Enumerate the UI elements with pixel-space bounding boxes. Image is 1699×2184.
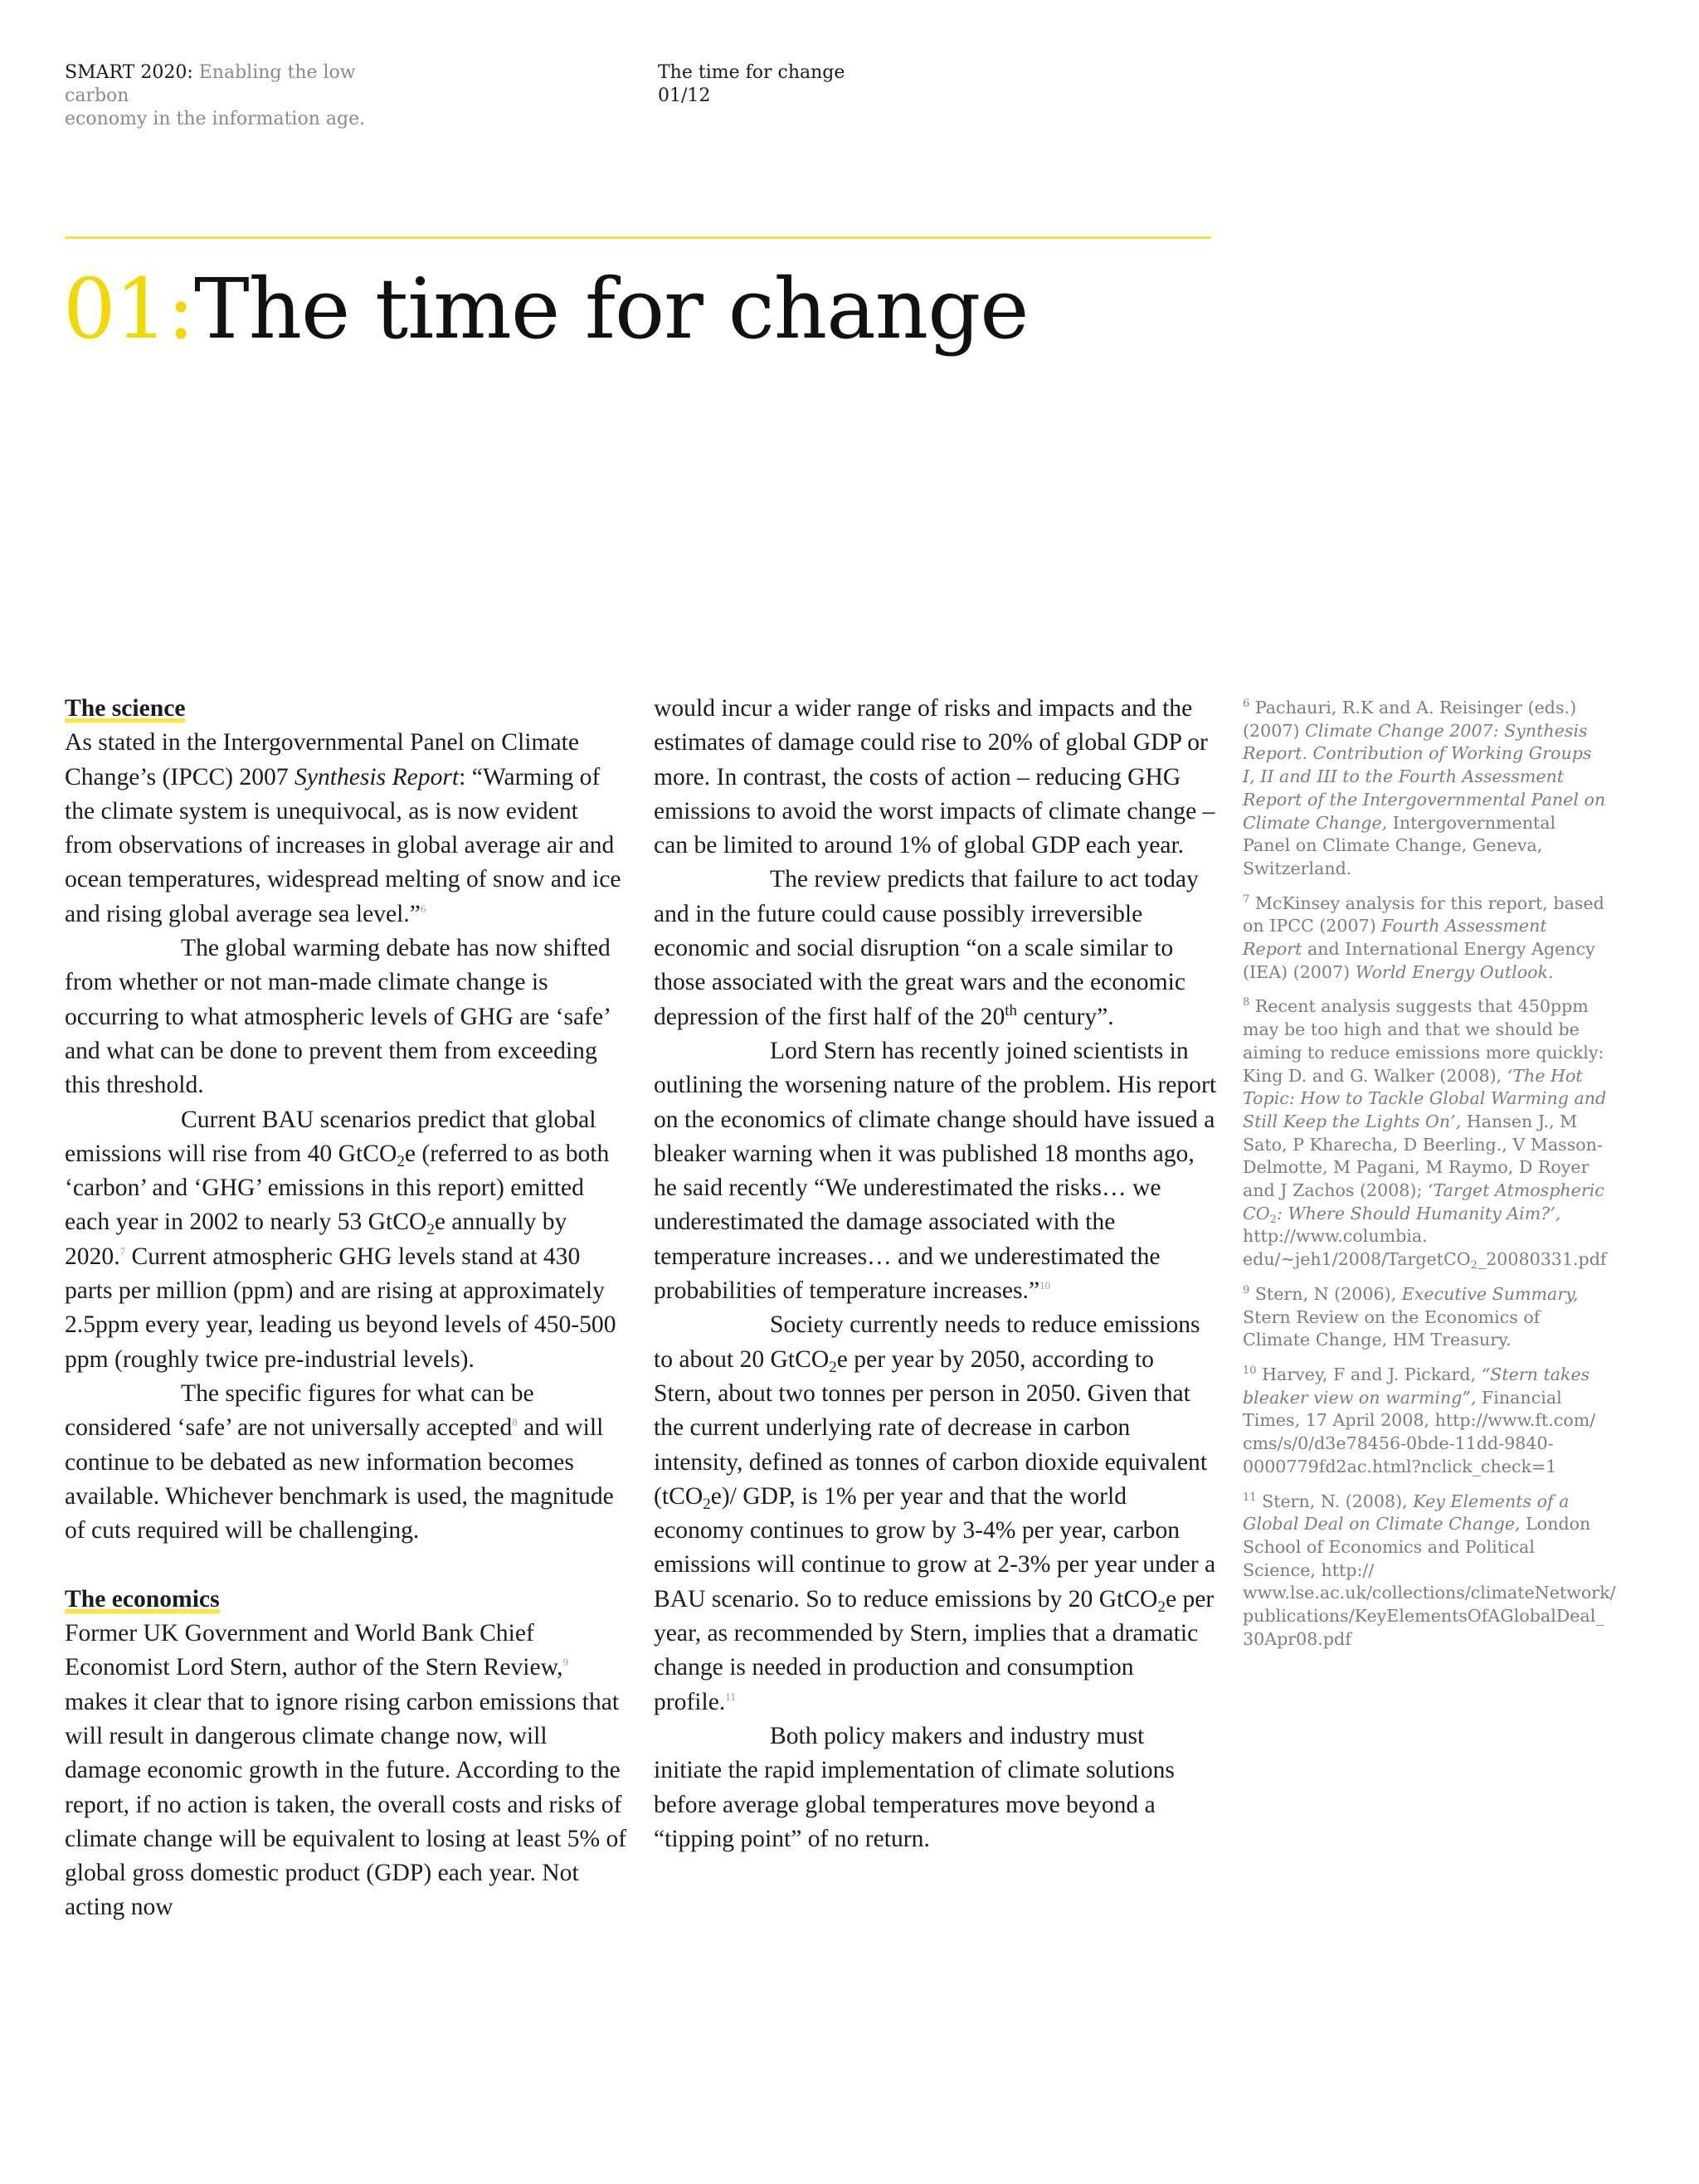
- footnote-number: 10: [1243, 1364, 1257, 1378]
- header-publication-series: SMART 2020:: [65, 62, 193, 83]
- header-section-title: The time for change: [658, 62, 845, 83]
- text-run: Recent analysis suggests that 450ppm may be too high and that we should be aiming to reduce emissions more quickly: King D. and G. Walker (2008),: [1243, 996, 1604, 1086]
- text-run: Current BAU scenarios predict that global emissions will rise from 40 GtCO: [65, 1106, 596, 1167]
- header-section: [658, 61, 990, 108]
- subscript: 2: [1157, 1598, 1166, 1616]
- text-run: Lord Stern has recently joined scientists in outlining the worsening nature of the problem. His report on the economics of climate change should have issued a bleaker warning when it was published 18 months ago, he said recently “We underestimated the risks… we underestimated the damage associated with the temperature increases… and we underestimated the probabilities of temperature increases.”: [654, 1037, 1217, 1305]
- text-run: Stern Review on the Economics of Climate Change, HM Treasury.: [1243, 1306, 1541, 1350]
- chapter-number: 01:: [63, 260, 194, 358]
- footnote-6: [1243, 697, 1608, 881]
- text-run: London School of Economics and Political Science, http:// www.lse.ac.uk/collections/climateNetwork/ publications/KeyElementsOfAGlobalDeal_ 30Apr08.pdf: [1243, 1514, 1616, 1649]
- text-run: makes it clear that to ignore rising carbon emissions that will result in dangerous climate change now, will damage economic growth in the future. According to the report, if no action is taken, the overall costs and risks of climate change will be equivalent to losing at least 5% of global gross domestic product (GDP) each year. Not acting now: [65, 1688, 627, 1921]
- footnote-number: 11: [1243, 1491, 1257, 1504]
- paragraph: Both policy makers and industry must initiate the rapid implementation of climate solutions before average global temperatures move beyond a “tipping point” of no return.: [654, 1722, 1175, 1852]
- subscript: 2: [1269, 1213, 1277, 1226]
- header-publication: [65, 61, 413, 131]
- body-column-1: [65, 692, 629, 1925]
- text-run: e (referred to as both ‘carbon’ and ‘GHG’ emissions in this report) emitted each year in 2002 to nearly 53 GtCO: [65, 1140, 610, 1236]
- footnote-8: [1243, 995, 1608, 1271]
- section-heading-science: The science: [65, 692, 185, 726]
- paragraph: [65, 1617, 629, 1925]
- text-run: and International Energy Agency (IEA) (2007): [1243, 939, 1595, 982]
- text-run: Hansen J., M Sato, P Kharecha, D Beerling., V Masson-Delmotte, M Pagani, M Raymo, D Royer and J Zachos (2008);: [1243, 1111, 1603, 1201]
- footnote-10: [1243, 1364, 1608, 1479]
- paragraph: [654, 863, 1218, 1034]
- text-run: e)/ GDP, is 1% per year and that the world economy continues to grow by 3-4% per year, carbon emissions will continue to grow at 2-3% per year under a BAU scenario. So to reduce emissions by 20 GtCO: [654, 1482, 1216, 1612]
- subscript: 2: [426, 1221, 435, 1239]
- text-run: Financial Times, 17 April 2008, http://www.ft.com/ cms/s/0/d3e78456-0bde-11dd-9840-0000779fd2ac.html?nclick_check=1: [1243, 1387, 1596, 1476]
- chapter-title-text: The time for change: [193, 260, 1029, 358]
- footnote-ref: 6: [420, 902, 426, 915]
- text-run: e annually by 2020.: [65, 1209, 567, 1270]
- paragraph: [65, 1103, 629, 1377]
- chapter-title: [63, 255, 1028, 363]
- subscript: 2: [829, 1358, 837, 1376]
- header-publication-line2: economy in the information age.: [65, 109, 366, 129]
- subscript: 2: [1470, 1259, 1477, 1272]
- paragraph: [65, 1377, 629, 1548]
- footnote-ref: 8: [512, 1416, 518, 1429]
- text-run: McKinsey analysis for this report, based on IPCC (2007): [1243, 893, 1604, 936]
- footnote-ref: 10: [1039, 1279, 1051, 1292]
- footnotes: [1243, 697, 1616, 1662]
- paragraph: [654, 1308, 1218, 1719]
- subscript: 2: [397, 1152, 405, 1170]
- text-italic: Synthesis Report: [295, 763, 460, 790]
- superscript: th: [1005, 1001, 1018, 1019]
- text-italic: Key Elements of a Global Deal on Climate Change,: [1243, 1491, 1570, 1535]
- footnote-11: [1243, 1491, 1616, 1651]
- header-page-number: 01/12: [658, 85, 711, 106]
- footnote-7: [1243, 893, 1608, 985]
- text-run: Harvey, F and J. Pickard,: [1256, 1364, 1482, 1384]
- footnote-9: [1243, 1283, 1608, 1352]
- subscript: 2: [703, 1495, 711, 1513]
- text-run: _20080331.pdf: [1477, 1249, 1607, 1270]
- spacer: [65, 1548, 629, 1582]
- text-run: Former UK Government and World Bank Chief Economist Lord Stern, author of the Stern Review,: [65, 1620, 563, 1681]
- text-run: Current atmospheric GHG levels stand at 430 parts per million (ppm) and are rising at approximately 2.5ppm every year, leading us beyond levels of 450-500 ppm (roughly twice pre-industrial levels).: [65, 1243, 616, 1373]
- text-run: century”.: [1017, 1003, 1114, 1030]
- footnote-ref: 7: [119, 1244, 126, 1257]
- text-run: and will continue to be debated as new information becomes available. Whichever benchmark is used, the magnitude of cuts required will be challenging.: [65, 1414, 614, 1544]
- text-italic: : Where Should Humanity Aim?’,: [1276, 1203, 1561, 1223]
- text-run: e per year, as recommended by Stern, implies that a dramatic change is needed in production and consumption profile.: [654, 1585, 1215, 1715]
- header-publication-subtitle: Enabling the low carbon: [65, 62, 356, 106]
- chapter-divider: [65, 236, 1211, 239]
- text-run: Pachauri, R.K and A. Reisinger (eds.) (2007): [1243, 698, 1577, 741]
- text-run: Intergovernmental Panel on Climate Change, Geneva, Switzerland.: [1243, 812, 1556, 878]
- paragraph: [654, 1034, 1218, 1308]
- text-italic: ‘Target Atmospheric CO: [1243, 1180, 1604, 1223]
- footnote-number: 6: [1243, 698, 1250, 711]
- text-italic: ‘The Hot Topic: How to Tackle Global Warming and Still Keep the Lights On’,: [1243, 1065, 1607, 1131]
- text-run: The specific figures for what can be considered ‘safe’ are not universally accepted: [65, 1379, 534, 1442]
- text-run: e per year by 2050, according to Stern, about two tonnes per person in 2050. Given that the current underlying rate of decrease in carbon intensity, defined as tonnes of carbon dioxide equivalent (tCO: [654, 1345, 1208, 1510]
- footnote-ref: 11: [725, 1690, 736, 1703]
- text-run: Stern, N. (2008),: [1256, 1491, 1414, 1511]
- footnote-number: 9: [1243, 1284, 1250, 1297]
- text-run: http://www.columbia. edu/~jeh1/2008/TargetCO: [1243, 1226, 1471, 1270]
- paragraph: would incur a wider range of risks and impacts and the estimates of damage could rise to 20% of global GDP or more. In contrast, the costs of action – reducing GHG emissions to avoid the worst impacts of climate change – can be limited to around 1% of global GDP each year.: [654, 695, 1215, 859]
- text-run: As stated in the Intergovernmental Panel on Climate Change’s (IPCC) 2007: [65, 729, 579, 790]
- paragraph: [65, 726, 629, 931]
- text-italic: Climate Change 2007: Synthesis Report. Contribution of Working Groups I, II and III to the Fourth Assessment Report of the Intergovernmental Panel on Climate Change,: [1243, 720, 1606, 833]
- text-italic: Executive Summary,: [1401, 1283, 1579, 1304]
- text-italic: World Energy Outlook.: [1355, 961, 1554, 982]
- text-italic: Fourth Assessment Report: [1243, 916, 1547, 960]
- body-column-2: [654, 692, 1218, 1856]
- footnote-ref: 9: [562, 1656, 569, 1669]
- text-run: : “Warming of the climate system is unequivocal, as is now evident from observations of increases in global average air and ocean temperatures, widespread melting of snow and ice and rising global average sea level.”: [65, 763, 621, 927]
- paragraph: The global warming debate has now shifted from whether or not man-made climate change is occurring to what atmospheric levels of GHG are ‘safe’ and what can be done to prevent them from exceeding this threshold.: [65, 935, 611, 1099]
- section-heading-economics: The economics: [65, 1583, 220, 1617]
- text-run: Stern, N (2006),: [1249, 1283, 1402, 1304]
- text-run: The review predicts that failure to act today and in the future could cause possibly irreversible economic and social disruption “on a scale similar to those associated with the great wars and the economic depression of the first half of the 20: [654, 866, 1199, 1030]
- text-run: Society currently needs to reduce emissions to about 20 GtCO: [654, 1311, 1200, 1373]
- footnote-number: 8: [1243, 996, 1250, 1009]
- header-publication-line1: [65, 61, 413, 108]
- text-italic: “Stern takes bleaker view on warming”,: [1243, 1364, 1590, 1408]
- footnote-number: 7: [1243, 893, 1250, 906]
